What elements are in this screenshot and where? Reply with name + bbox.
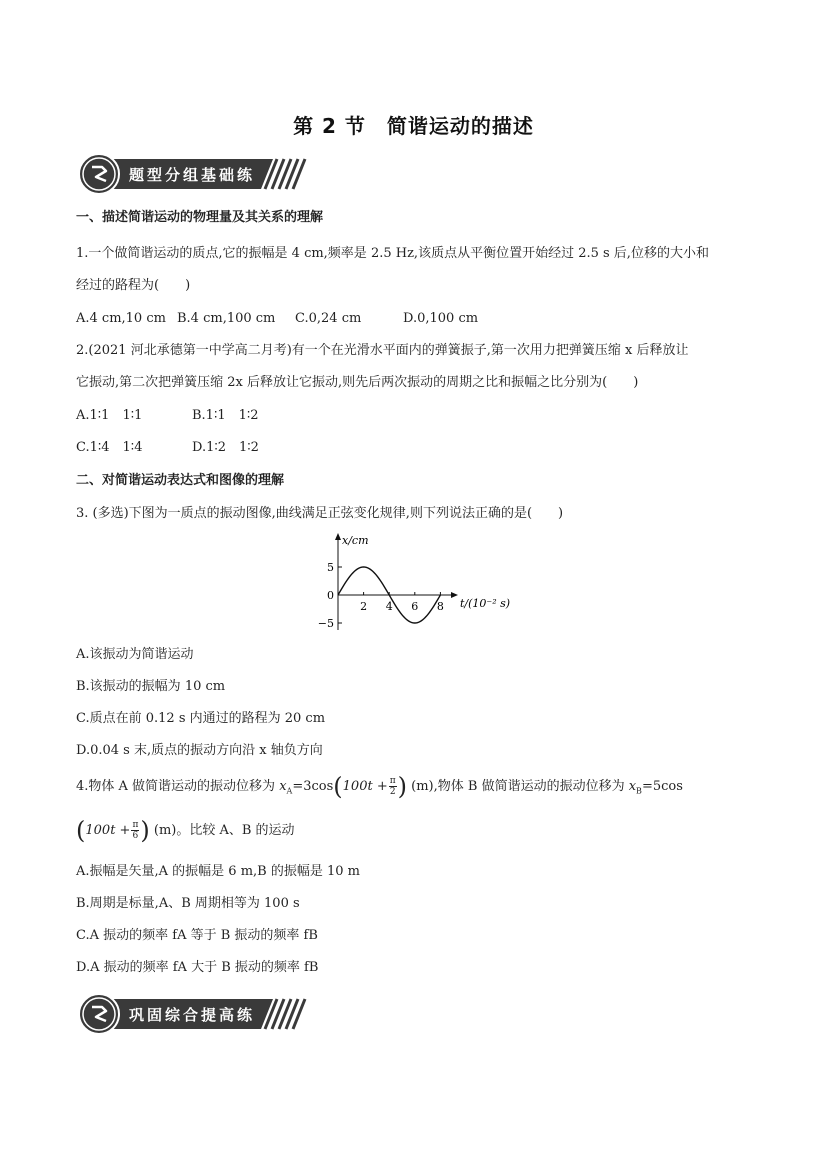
y-tick-label: 5 [327,561,334,574]
xb-fraction [131,820,139,841]
q4-suffix: (m)。比较 A、B 的运动 [149,823,295,838]
x-axis-label: t/(10⁻² s) [460,597,511,610]
xb-inner: 100t + [85,823,131,838]
question-4-line-2: (100t + $\frac{\pi}{6}$ ) (m)。比较 A、B 的运动 [76,816,295,845]
page-title: 第 2 节 简谐运动的描述 [293,114,534,138]
q4-prefix: 4.物体 A 做简谐运动的振动位移为 [76,779,280,794]
question-3-option-a: A.该振动为简谐运动 [76,647,194,662]
question-3-option-c: C.质点在前 0.12 s 内通过的路程为 20 cm [76,711,326,726]
question-3-option-b: B.该振动的振幅为 10 cm [76,679,226,694]
question-4-option-a: A.振幅是矢量,A 的振幅是 6 m,B 的振幅是 10 m [76,864,360,879]
xb-frac-num: π [132,820,139,830]
section-banner-basic [77,153,307,195]
option-a: A.1∶1 1∶1 [76,408,143,423]
xb-frac-den: 6 [132,831,139,841]
question-2-line-2: 它振动,第二次把弹簧压缩 2x 后释放让它振动,则先后两次振动的周期之比和振幅之比分别为( ) [76,375,639,390]
option-a: A.4 cm,10 cm [76,311,166,326]
x-tick-label: 6 [411,600,419,613]
section-heading-1: 一、描述简谐运动的物理量及其关系的理解 [76,210,324,225]
q4-unit-a: (m),物体 B 做简谐运动的振动位移为 [407,779,629,794]
option-d: D.0,100 cm [403,311,479,326]
xb-equals: =5cos [641,779,683,794]
option-d: D.1∶2 1∶2 [192,440,259,455]
question-1-line-1: 1.一个做简谐运动的质点,它的振幅是 4 cm,频率是 2.5 Hz,该质点从平衡位置开始经过 2.5 s 后,位移的大小和 [76,246,709,261]
xa-inner: 100t + [342,779,388,794]
question-3-line-1: 3. (多选)下图为一质点的振动图像,曲线满足正弦变化规律,则下列说法正确的是( ) [76,506,564,521]
section-heading-2: 二、对简谐运动表达式和图像的理解 [76,473,285,488]
vibration-graph [310,530,530,644]
banner-label: 巩固综合提高练 [129,1006,256,1024]
xa-subscript: A [286,786,293,796]
x-tick-label: 8 [436,600,444,613]
option-c: C.0,24 cm [295,311,362,326]
xa-symbol: x [279,779,287,794]
vibration-graph-svg [310,530,530,640]
x-tick-label: 2 [360,600,368,613]
y-axis-arrow [335,533,341,540]
xb-subscript: B [636,786,642,796]
y-axis-label: x/cm [342,534,369,547]
question-4-option-d: D.A 振动的频率 fA 大于 B 振动的频率 fB [76,960,319,975]
y-tick-label: −5 [317,617,334,630]
question-1-line-2: 经过的路程为( ) [76,278,191,293]
question-4-line-1: 4.物体 A 做简谐运动的振动位移为 $x_A=3\cos(100t$ + $\frac{\pi}{2}$ ) (m),物体 B 做简谐运动的振动位移为 $x_B=5\cos$ [76,772,683,801]
xa-frac-den: 2 [389,787,396,797]
xb-symbol: x [628,779,637,794]
x-axis-arrow [451,592,458,598]
xa-equals: =3cos [292,779,334,794]
question-3-option-d: D.0.04 s 末,质点的振动方向沿 x 轴负方向 [76,743,323,758]
y-tick-label: 0 [327,589,334,602]
question-2-line-1: 2.(2021 河北承德第一中学高二月考)有一个在光滑水平面内的弹簧振子,第一次用力把弹簧压缩 x 后释放让 [76,343,689,358]
xa-frac-num: π [389,776,396,786]
banner-label: 题型分组基础练 [129,166,256,184]
question-4-option-c: C.A 振动的频率 fA 等于 B 振动的频率 fB [76,928,318,943]
option-b: B.1∶1 1∶2 [192,408,259,423]
option-c: C.1∶4 1∶4 [76,440,143,455]
section-banner-advanced [77,993,307,1035]
x-tick-label: 4 [385,600,393,613]
option-b: B.4 cm,100 cm [177,311,276,326]
question-4-option-b: B.周期是标量,A、B 周期相等为 100 s [76,896,300,911]
xa-fraction [389,776,397,797]
